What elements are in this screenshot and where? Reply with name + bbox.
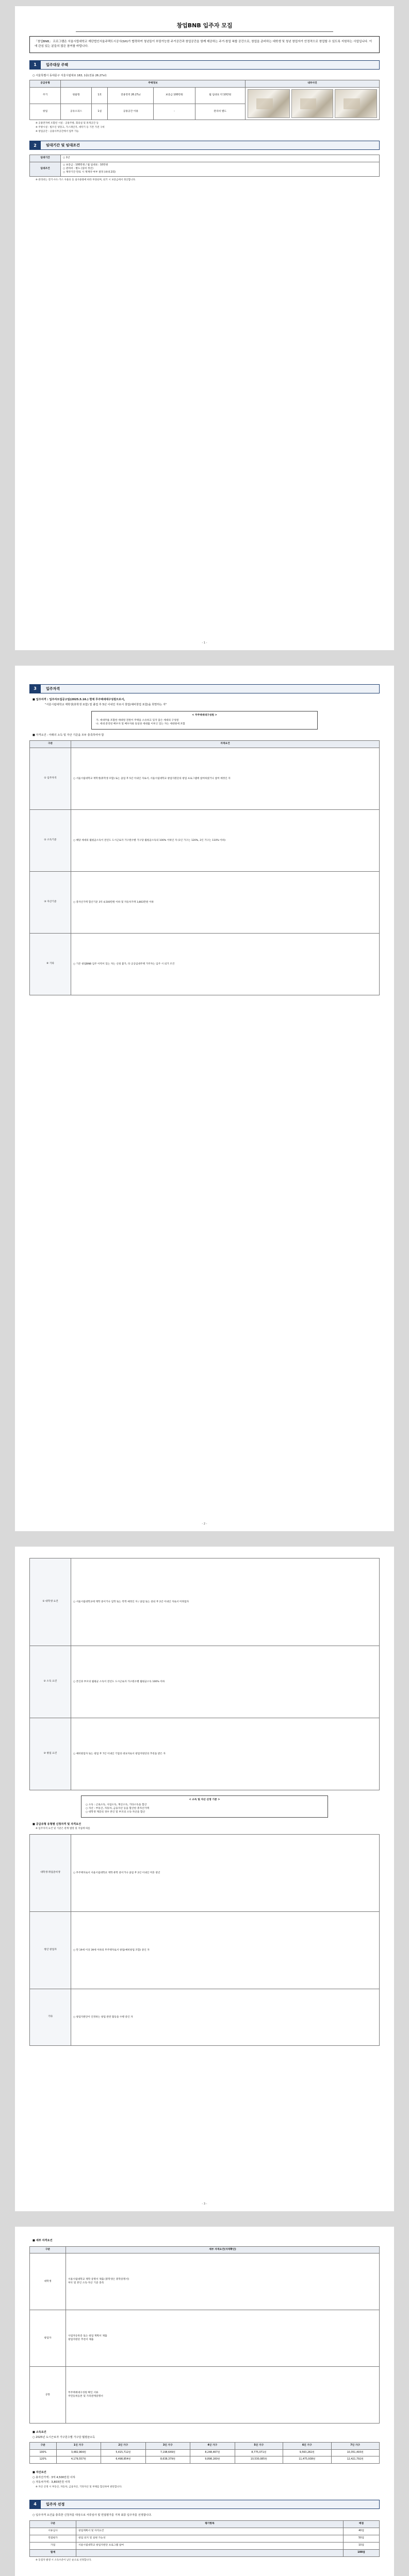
- table-cell: 면접평가: [30, 2535, 76, 2543]
- type-text: ○ 무주택자로서 서울시립대학교 재학·휴학 중이거나 졸업 후 2년 이내인 미혼 청년: [71, 1835, 380, 1912]
- section-number: 4: [29, 2500, 41, 2509]
- qualification-main-2: "서울시립대학교 재학생(휴학생 포함) 및 졸업 후 5년 이내인 자로서 창업(예비창업 포함)을 희망하는 자": [45, 703, 167, 706]
- detail-label: 창업자: [30, 2310, 66, 2367]
- table-header: 공급유형: [30, 80, 61, 88]
- table-cell: 창업: [30, 104, 61, 120]
- qualification-label: ④ 기타: [30, 934, 71, 995]
- section-header: [29, 2500, 380, 2509]
- section-header: [29, 684, 380, 693]
- detail-cell: [66, 2310, 380, 2367]
- document-title: 창업BNB 입주자 모집: [76, 18, 333, 32]
- qualification-main: ■ 입주자격 : 입주자모집공고일(2025.5.16.) 현재 무주택세대구성원으로서,: [32, 698, 125, 701]
- qualification-table: [29, 1558, 380, 1790]
- type-label: 청년 창업자: [30, 1912, 71, 1989]
- section-header: [29, 141, 380, 150]
- document-page: [15, 6, 394, 650]
- period-value: ○ 1년: [61, 155, 380, 162]
- table-header: 5인 가구: [235, 2442, 283, 2449]
- total-blank: [76, 2550, 343, 2557]
- income-cell: 10,530,085원: [235, 2456, 283, 2464]
- qualification-label: ③ 창업 요건: [30, 1718, 71, 1790]
- table-header: 3인 가구: [145, 2442, 190, 2449]
- table-header: 1인 가구: [56, 2442, 101, 2449]
- intro-box: 「창업BNB」 프로그램은 서울시립대학교 재단법인서울주택도시공사(SH)가 협력하여 청년들이 부담가능한 주거공간과 창업공간을 함께 제공하는 주거·창업 복합 공간으로, 창업을 준비하는 대학생 및 청년 창업자가 안정적으로 창업할 수 있도록 지원하는 사업입니다. 이에 관심 있는 분들의 많은 참여를 바랍니다.: [29, 36, 380, 53]
- section-title: 입주대상 주택: [41, 60, 380, 70]
- condition-line: ○ 관리비 : 별도 (실비 정산): [63, 167, 93, 171]
- definition-line: 가. 세대주를 포함한 세대원 전원이 주택을 소유하고 있지 않은 세대의 구성원: [96, 719, 179, 722]
- table-header: 2인 가구: [101, 2442, 146, 2449]
- subheading: ■ 세부 자격요건: [32, 2239, 53, 2242]
- detail-line: 사업자등록증 또는 창업 계획서 제출: [68, 2335, 107, 2338]
- qualification-label: ③ 자산기준: [30, 872, 71, 934]
- table-header: 6인 가구: [283, 2442, 331, 2449]
- asset-line: ○ 총자산가액 : 3억 4,500만원 이하: [32, 2476, 75, 2479]
- table-header: 구분: [30, 741, 71, 748]
- table-header: 배점: [343, 2521, 380, 2528]
- table-cell: -: [154, 104, 195, 120]
- income-cell: 12,421,792원: [331, 2456, 380, 2464]
- type-label: 대학생·취업준비생: [30, 1835, 71, 1912]
- section-number: 3: [29, 684, 41, 693]
- condition-line: ○ 보증금 : 100만원 / 월 임대료 : 10만원: [63, 164, 108, 167]
- photo-cell: [246, 88, 380, 120]
- qualification-text: ○ 서울시립대학교에 재학 중이거나 입학 또는 복학 예정인 자 / 졸업 또는 중퇴 후 2년 이내인 자로서 미취업자: [71, 1558, 380, 1646]
- table-header: 내부사진: [246, 80, 380, 88]
- period-label: 임대기간: [30, 155, 61, 162]
- section-number: 1: [29, 60, 41, 70]
- table-cell: 창업 의지 및 실현 가능성: [76, 2535, 343, 2543]
- detail-label: 공통: [30, 2367, 66, 2424]
- table-cell: 10점: [343, 2543, 380, 2550]
- selection-table: [29, 2520, 380, 2557]
- income-desc: ○ 2025년 도시근로자 가구원수별 가구당 월평균소득: [32, 2436, 95, 2439]
- income-cell: 9,563,282원: [283, 2449, 331, 2456]
- table-cell: 서울시립대학교 창업지원단 프로그램 참여: [76, 2543, 343, 2550]
- note-line: ※ 창업공간 : 공용사무공간에서 업무 가능: [36, 130, 79, 133]
- table-cell: 월 임대료 약 10만원: [195, 88, 246, 104]
- condition-label: 임대조건: [30, 162, 61, 177]
- table-cell: 1실: [92, 104, 108, 120]
- income-table: [29, 2442, 380, 2464]
- definition-line: 나. 세대 분리된 배우자 및 배우자와 동일한 세대를 이루고 있는 자는 세대원에 포함: [96, 722, 185, 725]
- table-header: 구분: [30, 2246, 66, 2253]
- document-page: [15, 2227, 394, 2576]
- room-photo: [335, 89, 377, 118]
- qualification-text: ○ 총자산가액 합산기준 3억 4,500만원 이하 및 자동차가액 3,803만원 이하: [71, 872, 380, 934]
- detail-cell: [66, 2253, 380, 2310]
- note-line: ※ 주방시설 : 빌트인 냉장고, 가스레인지, 세탁기 등 기본 가전 구비: [36, 126, 105, 129]
- subheading: ■ 공급유형 유형별 신청자격 및 자격요건: [32, 1822, 81, 1826]
- table-cell: 50점: [343, 2535, 380, 2543]
- note-line: ※ 관리비는 전기·수도·가스 사용료 등 실사용량에 따라 부과되며, 퇴거 시 보증금에서 정산합니다.: [36, 179, 136, 182]
- housing-table: [29, 80, 380, 120]
- qualification-text: ○ 서울시립대학교 재학생(휴학생 포함) 또는 졸업 후 5년 이내인 자로서, 서울시립대학교 창업지원단의 창업 프로그램에 참여하였거나 참여 예정인 자: [71, 748, 380, 810]
- income-cell: 5,415,712원: [101, 2449, 146, 2456]
- note-line: ※ 동점자 발생 시 소득수준이 낮은 순으로 선정합니다.: [36, 2558, 92, 2562]
- qualification-label: ② 소득 요건: [30, 1646, 71, 1718]
- asset-line: ○ 자동차가액 : 3,803만원 이하: [32, 2481, 70, 2484]
- room-photo: [248, 89, 290, 118]
- note-title: < 소득 및 자산 산정 기준 >: [189, 1799, 220, 1801]
- page-number: - 1 -: [202, 641, 207, 645]
- table-cell: 관리비 별도: [195, 104, 246, 120]
- type-text: ○ 만 19세 이상 39세 이하의 무주택자로서 창업(예비창업 포함) 중인 자: [71, 1912, 380, 1989]
- section-title: 임대기간 및 임대조건: [41, 141, 380, 150]
- definition-title: < 무주택세대구성원 >: [192, 714, 217, 717]
- condition-line: ○ 계약기간 만료 시 재계약 여부 결정 (최대 2회): [63, 171, 116, 174]
- definition-box: [91, 711, 318, 730]
- selection-intro: ○ 입주자격 요건을 충족한 신청자를 대상으로 서류심사 및 면접평가를 거쳐 최종 입주자를 선정합니다.: [32, 2513, 152, 2517]
- income-cell: 10,351,493원: [331, 2449, 380, 2456]
- table-cell: 창업계획서 및 자격요건: [76, 2528, 343, 2535]
- type-text: ○ 창업지원단이 인정하는 창업 관련 활동을 수행 중인 자: [71, 1989, 380, 2046]
- document-page: [15, 666, 394, 1531]
- total-label: 합계: [30, 2550, 76, 2557]
- table-cell: 원룸형: [61, 88, 92, 104]
- table-cell: 서류심사: [30, 2528, 76, 2535]
- asset-note: ※ 자산 산정 시 부동산, 자동차, 금융자산, 기타자산 및 부채를 합산하여 판단합니다.: [36, 2486, 122, 2488]
- income-cell: 8,248,467원: [190, 2449, 235, 2456]
- table-header: 자격요건: [71, 741, 380, 748]
- income-cell: 3,482,964원: [56, 2449, 101, 2456]
- income-note: ■ 자격요건 : 아래의 소득 및 자산 기준을 모두 충족하여야 함: [32, 733, 104, 737]
- income-cell: 11,475,938원: [283, 2456, 331, 2464]
- detail-label: 대학생: [30, 2253, 66, 2310]
- income-cell: 120%: [30, 2456, 57, 2464]
- detail-line: 무주택세대구성원 확인 서류: [68, 2392, 99, 2395]
- page-number: - 3 -: [202, 2202, 207, 2206]
- address-line: ○ 서울특별시 동대문구 서울시립대로 163, 1층(전용 26.27㎡): [32, 74, 107, 77]
- note-line: ※ 공용면적에 포함된 시설 : 공용주방, 회의실 및 휴게공간 등: [36, 122, 99, 125]
- section-header: [29, 60, 380, 70]
- document-page: [15, 1547, 394, 2211]
- income-cell: 6,498,854원: [101, 2456, 146, 2464]
- qualification-label: ① 입주자격: [30, 748, 71, 810]
- table-header: 평가항목: [76, 2521, 343, 2528]
- table-cell: 공용공간 이용: [108, 104, 154, 120]
- detail-table: [29, 2246, 380, 2424]
- qualification-text: ○ 본인과 부모의 월평균 소득이 전년도 도시근로자 가구원수별 월평균소득 100% 이하: [71, 1646, 380, 1718]
- table-cell: 보증금 100만원: [154, 88, 195, 104]
- table-cell: 가점: [30, 2543, 76, 2550]
- income-cell: 4,179,557원: [56, 2456, 101, 2464]
- table-header: 주택정보: [61, 80, 246, 88]
- income-cell: 100%: [30, 2449, 57, 2456]
- qualification-text: ○ 예비창업자 또는 창업 후 7년 이내인 기업의 대표자로서 창업지원단의 추천을 받은 자: [71, 1718, 380, 1790]
- income-note-box: [81, 1795, 328, 1818]
- income-cell: 9,898,160원: [190, 2456, 235, 2464]
- table-header: 4인 가구: [190, 2442, 235, 2449]
- table-cell: 전용면적 26.27㎡: [108, 88, 154, 104]
- qualification-label: ① 대학생 요건: [30, 1558, 71, 1646]
- table-header: 7인 가구: [331, 2442, 380, 2449]
- table-header: 세부 자격요건(자격확인): [66, 2246, 380, 2253]
- detail-line: 창업지원단 추천서 제출: [68, 2338, 94, 2341]
- table-cell: 주거: [30, 88, 61, 104]
- table-header: 구분: [30, 2442, 57, 2449]
- subheading: ■ 소득요건: [32, 2431, 46, 2434]
- detail-line: 서울시립대학교 재학 증명서 제출 (휴학생은 휴학증명서): [68, 2278, 129, 2281]
- income-cell: 7,198,649원: [145, 2449, 190, 2456]
- table-header: 구분: [30, 2521, 76, 2528]
- section-title: 입주자격: [41, 684, 380, 693]
- section-number: 2: [29, 141, 41, 150]
- note-line: ※ 입주자격 요건 및 기준은 관계 법령 및 지침에 따름: [36, 1827, 90, 1831]
- table-cell: 40점: [343, 2528, 380, 2535]
- income-cell: 8,775,071원: [235, 2449, 283, 2456]
- qualification-text: ○ 기존 창업BNB 입주 이력이 있는 자는 신청 불가, 타 공공임대주택 거주자는 입주 시 퇴거 조건: [71, 934, 380, 995]
- type-label: 기타: [30, 1989, 71, 2046]
- qualification-label: ② 소득기준: [30, 810, 71, 872]
- table-cell: 1호: [92, 88, 108, 104]
- subheading: ■ 자산요건: [32, 2471, 46, 2475]
- qualification-table: [29, 740, 380, 995]
- note-line: ○ 자산 : 부동산, 자동차, 금융자산 등을 합산한 총자산가액: [86, 1807, 149, 1810]
- detail-line: 부모 및 본인 소득·자산 기준 충족: [68, 2281, 104, 2284]
- detail-cell: [66, 2367, 380, 2424]
- qualification-text: ○ 해당 세대의 월평균소득이 전년도 도시근로자 가구원수별 가구당 월평균소득의 100% 이하인 자 (1인 가구는 120%, 2인 가구는 110% 이하): [71, 810, 380, 872]
- condition-cell: [61, 162, 380, 177]
- room-photo: [291, 89, 334, 118]
- table-cell: 공유오피스: [61, 104, 92, 120]
- type-table: [29, 1834, 380, 2046]
- period-table: [29, 155, 380, 177]
- page-number: - 2 -: [202, 1522, 207, 1526]
- note-line: ○ 소득 : 근로소득, 사업소득, 재산소득, 기타소득을 합산: [86, 1803, 147, 1806]
- detail-line: 주민등록등본 및 가족관계증명서: [68, 2395, 103, 2398]
- section-title: 입주자 선정: [41, 2500, 380, 2509]
- income-cell: 8,638,379원: [145, 2456, 190, 2464]
- note-line: ○ 대학생 계층의 경우 본인 및 부모의 소득·자산을 합산: [86, 1810, 145, 1814]
- total-value: 100점: [343, 2550, 380, 2557]
